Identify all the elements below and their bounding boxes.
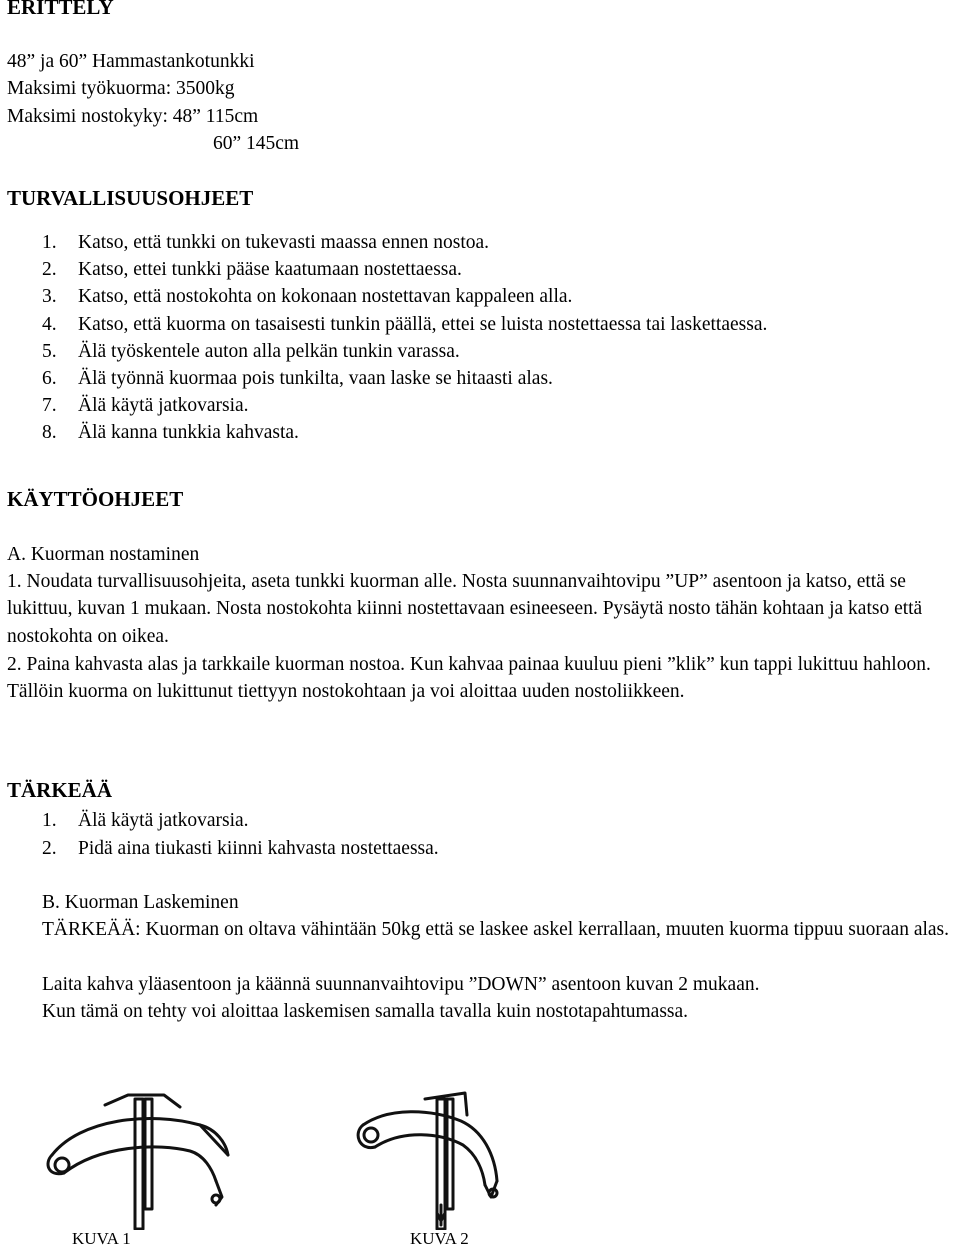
spec-heading: ERITTELY: [7, 0, 114, 19]
section-b-title: B. Kuorman Laskeminen: [42, 892, 239, 913]
usage-step-1: 1. Noudata turvallisuusohjeita, aseta tunkki kuorman alle. Nosta suunnanvaihtovipu ”UP” asentoon ja katso, että se lukittuu, kuvan 1 mukaan. Nosta nostokohta kiinni nostettavaan esineeseen. Pysäytä nosto tähän kohtaan ja katso että nostokohta on oikea.: [7, 571, 923, 647]
lowering-step: Laita kahva yläasentoon ja käännä suunnanvaihtovipu ”DOWN” asentoon kuvan 2 mukaan.: [42, 974, 760, 995]
usage-step-2: 2. Paina kahvasta alas ja tarkkaile kuorman nostoa. Kun kahvaa painaa kuuluu pieni ”klik” kun tappi lukittuu hahloon. Tällöin kuorma on lukittunut tiettyyn nostokohtaan ja voi aloittaa uuden nostoliikkeen.: [7, 654, 931, 703]
spec-line-2: Maksimi työkuorma: 3500kg: [7, 78, 235, 99]
lowering-step: Kun tämä on tehty voi aloittaa laskemisen samalla tavalla kuin nostotapahtumassa.: [42, 1001, 689, 1022]
spec-line-3: Maksimi nostokyky: 48” 115cm: [7, 106, 259, 127]
usage-heading: KÄYTTÖOHJEET: [7, 487, 184, 511]
safety-heading: TURVALLISUUSOHJEET: [7, 186, 254, 210]
figure-2-caption: KUVA 2: [410, 1229, 469, 1248]
spec-line-4: 60” 145cm: [213, 133, 300, 154]
section-a-title: A. Kuorman nostaminen: [7, 544, 200, 565]
important-item-num: 2.: [42, 838, 57, 859]
important-item-text: Pidä aina tiukasti kiinni kahvasta nostettaessa.: [78, 838, 439, 859]
jack-lever-down-illustration: [345, 1085, 520, 1230]
important-item-text: Älä käytä jatkovarsia.: [78, 810, 249, 831]
spec-line-1: 48” ja 60” Hammastankotunkki: [7, 51, 255, 72]
important-item-num: 1.: [42, 810, 57, 831]
figure-1-caption: KUVA 1: [72, 1229, 131, 1248]
important-heading: TÄRKEÄÄ: [7, 778, 113, 802]
jack-lever-up-illustration: [40, 1085, 250, 1230]
lowering-note: TÄRKEÄÄ: Kuorman on oltava vähintään 50kg että se laskee askel kerrallaan, muuten kuorma tippuu suoraan alas.: [42, 919, 950, 940]
